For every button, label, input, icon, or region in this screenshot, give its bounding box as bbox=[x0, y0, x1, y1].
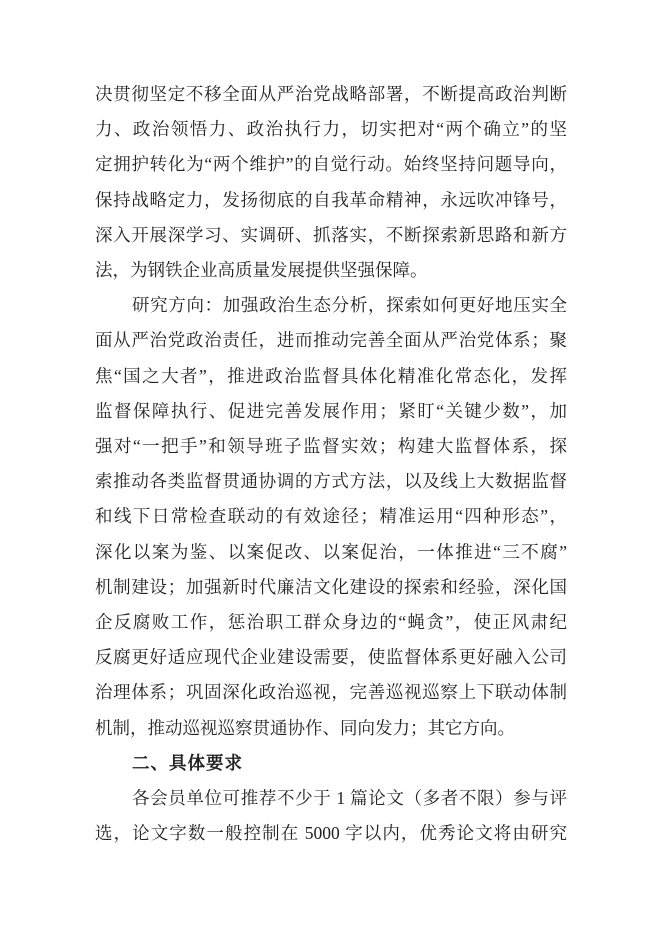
paragraph bbox=[95, 746, 567, 781]
document-line: 机制，推动巡视巡察贯通协作、同向发力；其它方向。 bbox=[95, 717, 515, 738]
document-line: 法，为钢铁企业高质量发展提供坚强保障。 bbox=[95, 260, 428, 281]
paragraph bbox=[95, 781, 567, 851]
document-line: 保持战略定力，发扬彻底的自我革命精神，永远吹冲锋号， bbox=[95, 189, 567, 210]
document-line: 索推动各类监督贯通协调的方式方法，以及线上大数据监督 bbox=[95, 471, 567, 492]
document-line: 决贯彻坚定不移全面从严治党战略部署，不断提高政治判断 bbox=[95, 84, 567, 104]
paragraph bbox=[95, 77, 567, 288]
document-line: 治理体系；巩固深化政治巡视，完善巡视巡察上下联动体制 bbox=[95, 682, 567, 703]
document-line: 深入开展深学习、实调研、抓落实，不断探索新思路和新方 bbox=[95, 224, 567, 245]
document-line: 反腐更好适应现代企业建设需要，使监督体系更好融入公司 bbox=[95, 647, 567, 668]
document-line: 研究方向：加强政治生态分析，探索如何更好地压实全 bbox=[132, 295, 567, 316]
paragraph bbox=[95, 288, 567, 746]
document-line: 定拥护转化为“两个维护”的自觉行动。始终坚持问题导向， bbox=[95, 154, 567, 175]
document-line: 和线下日常检查联动的有效途径；精准运用“四种形态”， bbox=[95, 506, 567, 527]
document-line: 力、政治领悟力、政治执行力，切实把对“两个确立”的坚 bbox=[95, 119, 567, 140]
document-line: 企反腐败工作，惩治职工群众身边的“蝇贪”，使正风肃纪 bbox=[95, 612, 567, 633]
document-line: 机制建设；加强新时代廉洁文化建设的探索和经验，深化国 bbox=[95, 576, 567, 597]
document-line: 监督保障执行、促进完善发展作用；紧盯“关键少数”，加 bbox=[95, 400, 567, 421]
document-line: 深化以案为鉴、以案促改、以案促治，一体推进“三不腐” bbox=[95, 541, 567, 562]
section-heading: 二、具体要求 bbox=[132, 752, 243, 773]
document-line: 各会员单位可推荐不少于 1 篇论文（多者不限）参与评 bbox=[132, 788, 567, 809]
document-text bbox=[95, 77, 567, 851]
document-line: 选，论文字数一般控制在 5000 字以内，优秀论文将由研究 bbox=[95, 823, 567, 844]
document-line: 面从严治党政治责任，进而推动完善全面从严治党体系；聚 bbox=[95, 330, 567, 351]
document-line: 强对“一把手”和领导班子监督实效；构建大监督体系，探 bbox=[95, 436, 567, 457]
document-line: 焦“国之大者”，推进政治监督具体化精准化常态化，发挥 bbox=[95, 365, 567, 386]
